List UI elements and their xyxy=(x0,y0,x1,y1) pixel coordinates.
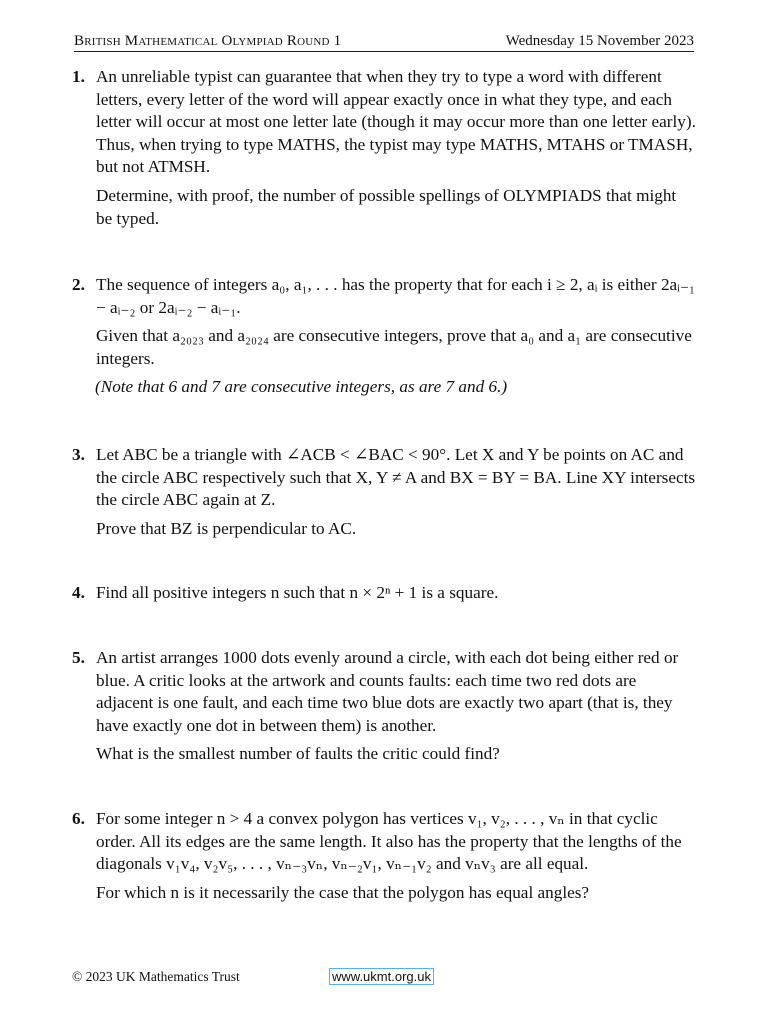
problem-paragraph: An artist arranges 1000 dots evenly around a circle, with each dot being either red or blue. A critic looks at the artwork and counts faults: each time two red dots are adjacent is one fault, and each time two blue dots are exactly two apart (that is, they have exactly one dot in between them) is another. xyxy=(96,648,679,735)
copyright-text: © 2023 UK Mathematics Trust xyxy=(72,969,240,984)
problem-number: 1. xyxy=(72,67,85,86)
problem-paragraph: For some integer n > 4 a convex polygon has vertices v₁, v₂, . . . , vₙ in that cyclic order. All its edges are the same length. It also has the property that the lengths of the diagonals v₁v₄, v₂v₅, . . . , vₙ₋₃vₙ, vₙ₋₂v₁, vₙ₋₁v₂ and vₙv₃ are all equal. xyxy=(96,809,682,874)
problem-paragraph: For which n is it necessarily the case that the polygon has equal angles? xyxy=(96,882,590,902)
problem-note: (Note that 6 and 7 are consecutive integers, as are 7 and 6.) xyxy=(95,377,508,397)
problem-paragraph: Let ABC be a triangle with ∠ACB < ∠BAC < 90°. Let X and Y be points on AC and the circle ABC respectively such that X, Y ≠ A and BX = BY = BA. Line XY intersects the circle ABC again at Z. xyxy=(96,445,696,510)
problem-paragraph: Find all positive integers n such that n × 2ⁿ + 1 is a square. xyxy=(96,583,499,602)
problem-2 xyxy=(72,274,696,405)
problem-number: 2. xyxy=(72,275,85,294)
ukmt-website-link[interactable]: www.ukmt.org.uk xyxy=(329,968,434,985)
problem-paragraph: What is the smallest number of faults the critic could find? xyxy=(96,744,500,764)
problem-number: 5. xyxy=(72,648,85,667)
problem-paragraph: Prove that BZ is perpendicular to AC. xyxy=(96,518,357,538)
problem-4 xyxy=(72,582,696,611)
exam-date: Wednesday 15 November 2023 xyxy=(505,33,694,49)
problem-paragraph: An unreliable typist can guarantee that when they try to type a word with different letters, every letter of the word will appear exactly once in what they type, and each letter will occur at most one letter late (though it may occur more than one letter early). Thus, when trying to type MATHS, the typist may type MATHS, MTAHS or TMASH, but not ATMSH. xyxy=(96,67,696,177)
exam-title: British Mathematical Olympiad Round 1 xyxy=(74,33,342,49)
problem-number: 4. xyxy=(72,583,85,602)
page-header xyxy=(74,33,694,52)
problem-paragraph: The sequence of integers a₀, a₁, . . . has the property that for each i ≥ 2, aᵢ is either 2aᵢ₋₁ − aᵢ₋₂ or 2aᵢ₋₂ − aᵢ₋₁. xyxy=(96,275,696,317)
problem-1 xyxy=(72,66,696,236)
problem-number: 6. xyxy=(72,809,85,828)
problem-number: 3. xyxy=(72,445,85,464)
problem-paragraph: Determine, with proof, the number of possible spellings of OLYMPIADS that might be typed. xyxy=(96,185,677,228)
problem-5 xyxy=(72,647,696,772)
problem-paragraph: Given that a₂₀₂₃ and a₂₀₂₄ are consecutive integers, prove that a₀ and a₁ are consecutive integers. xyxy=(96,326,692,368)
problem-6 xyxy=(72,808,696,910)
problem-3 xyxy=(72,444,696,546)
